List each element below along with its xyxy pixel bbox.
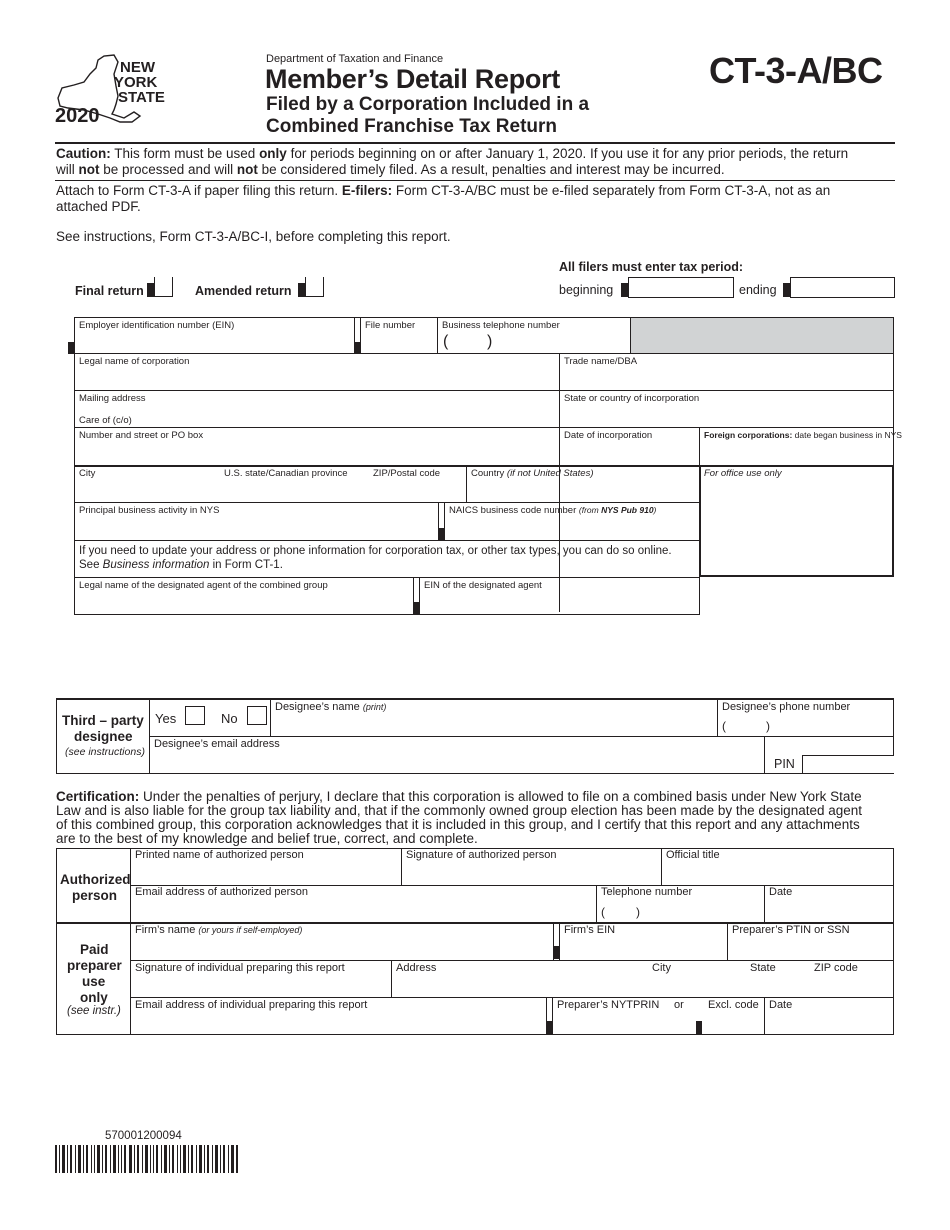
firm-name-input[interactable] (131, 937, 552, 959)
designated-agent-ein-label: EIN of the designated agent (424, 580, 542, 591)
firm-ein-label: Firm’s EIN (564, 924, 616, 936)
firm-name-label: Firm’s name (or yours if self-employed) (135, 924, 303, 936)
authorized-title1: Authorized (60, 872, 131, 887)
amended-return-marker (298, 283, 305, 297)
barcode-number: 570001200094 (105, 1130, 182, 1142)
authorized-email-label: Email address of authorized person (135, 886, 309, 898)
final-return-checkbox[interactable] (154, 277, 173, 297)
beginning-marker (621, 283, 628, 297)
nytprin-marker (546, 1021, 552, 1034)
certification-line3: of this combined group, this corporation acknowledges that it is included in this group, and I certify that this report and any attachments (56, 817, 860, 832)
third-party-title2: designee (74, 729, 133, 744)
phone-paren-close: ) (487, 333, 493, 350)
certification-line4: are to the best of my knowledge and belief true, correct, and complete. (56, 831, 478, 846)
authorized-telephone-input[interactable] (597, 899, 763, 921)
preparer-zip-label: ZIP code (814, 962, 858, 974)
logo-year: 2020 (55, 105, 100, 127)
legal-name-label: Legal name of corporation (79, 356, 190, 367)
preparer-see-instr: (see instr.) (67, 1005, 121, 1017)
nytprin-or-label: or (674, 999, 684, 1011)
designated-agent-ein-input[interactable] (420, 592, 698, 612)
final-return-marker (147, 283, 154, 297)
update-info-line1: If you need to update your address or phone information for corporation tax, or other tax types, you can do so online. (79, 545, 672, 557)
designee-phone-input[interactable] (718, 714, 892, 735)
form-subtitle-line2: Combined Franchise Tax Return (266, 116, 558, 137)
excl-code-input[interactable] (702, 1012, 763, 1033)
final-return-label: Final return (75, 284, 144, 298)
pin-input[interactable] (802, 755, 894, 773)
beginning-date-input[interactable] (628, 277, 734, 298)
certification-line1: Certification: Under the penalties of perjury, I declare that this corporation is allowed to file on a combined basis under New York State (56, 789, 862, 804)
see-instructions: See instructions, Form CT-3-A/BC-I, before completing this report. (56, 229, 451, 244)
department-name: Department of Taxation and Finance (266, 53, 444, 65)
signature-authorized-input[interactable] (402, 862, 660, 884)
mailing-address-label: Mailing address (79, 393, 146, 404)
designee-phone-paren-open: ( (722, 719, 726, 733)
number-street-input[interactable] (75, 442, 558, 464)
trade-name-input[interactable] (560, 368, 892, 389)
office-use-label: For office use only (704, 468, 782, 479)
phone-paren-open: ( (443, 333, 449, 350)
country-label: Country (if not United States) (471, 468, 594, 479)
preparer-date-label: Date (769, 999, 793, 1011)
designee-email-input[interactable] (150, 750, 763, 772)
amended-return-checkbox[interactable] (305, 277, 324, 297)
naics-marker (438, 528, 444, 540)
excl-code-label: Excl. code (708, 999, 759, 1011)
firm-ein-marker (553, 946, 559, 959)
designee-email-label: Designee’s email address (154, 738, 280, 750)
authorized-phone-paren-close: ) (636, 905, 640, 919)
printed-name-label: Printed name of authorized person (135, 849, 304, 861)
preparer-title2: preparer (67, 958, 122, 973)
printed-name-input[interactable] (131, 862, 400, 884)
number-street-label: Number and street or PO box (79, 430, 204, 441)
yes-checkbox[interactable] (185, 706, 205, 725)
preparer-address-input[interactable] (392, 975, 892, 997)
shaded-area (630, 317, 894, 353)
barcode-icon (55, 1145, 239, 1173)
all-filers-label: All filers must enter tax period: (559, 260, 744, 274)
office-use-box (699, 465, 894, 577)
authorized-date-input[interactable] (765, 899, 892, 921)
file-number-input[interactable] (361, 332, 436, 352)
state-country-input[interactable] (560, 405, 892, 426)
preparer-email-input[interactable] (131, 1012, 545, 1033)
naics-input[interactable] (445, 517, 698, 539)
nytprin-input[interactable] (553, 1012, 695, 1033)
no-label: No (221, 711, 238, 726)
caution-line1: Caution: This form must be used only for periods beginning on or after January 1, 2020. If you use it for any prior periods, the return (56, 146, 849, 161)
foreign-corporations-label: Foreign corporations: date began business in NYS (704, 430, 902, 440)
naics-label: NAICS business code number (from NYS Pub 910) (449, 505, 657, 516)
certification-line2: Law and is also liable for the group tax liability and, that if the commonly owned group election has been made by the designated agent (56, 803, 863, 818)
authorized-phone-paren-open: ( (601, 905, 605, 919)
update-info-line2: See Business information in Form CT-1. (79, 559, 283, 571)
attach-line2: attached PDF. (56, 199, 141, 214)
foreign-date-input[interactable] (700, 442, 892, 464)
preparer-city-label: City (652, 962, 671, 974)
authorized-telephone-label: Telephone number (601, 886, 693, 898)
no-checkbox[interactable] (247, 706, 267, 725)
third-party-title1: Third – party (62, 713, 144, 728)
ptin-input[interactable] (728, 937, 892, 959)
designee-phone-paren-close: ) (766, 719, 770, 733)
ptin-label: Preparer’s PTIN or SSN (732, 924, 850, 936)
barcode (55, 1145, 239, 1173)
official-title-input[interactable] (662, 862, 892, 884)
us-state-label: U.S. state/Canadian province (224, 468, 348, 479)
preparer-address-label: Address (396, 962, 437, 974)
beginning-label: beginning (559, 283, 614, 297)
principal-activity-label: Principal business activity in NYS (79, 505, 220, 516)
authorized-date-label: Date (769, 886, 793, 898)
care-of-input[interactable] (75, 404, 558, 426)
form-subtitle-line1: Filed by a Corporation Included in a (266, 94, 590, 115)
form-title: Member’s Detail Report (265, 64, 560, 94)
file-number-label: File number (365, 320, 416, 331)
ending-label: ending (739, 283, 777, 297)
care-of-label: Care of (c/o) (79, 415, 132, 426)
nytprin-label: Preparer’s NYTPRIN (557, 999, 660, 1011)
designee-phone-label: Designee’s phone number (722, 701, 851, 713)
preparer-date-input[interactable] (765, 1012, 892, 1033)
zip-label: ZIP/Postal code (373, 468, 441, 479)
form-number: CT-3-A/BC (709, 50, 883, 91)
yes-label: Yes (155, 711, 177, 726)
preparer-title3: use (82, 974, 106, 989)
date-incorporation-label: Date of incorporation (564, 430, 653, 441)
state-country-label: State or country of incorporation (564, 393, 700, 404)
city-state-zip-input[interactable] (75, 480, 465, 501)
city-label: City (79, 468, 96, 479)
preparer-email-label: Email address of individual preparing this report (135, 999, 368, 1011)
ending-marker (783, 283, 790, 297)
country-input[interactable] (467, 480, 698, 501)
official-title-label: Official title (666, 849, 720, 861)
logo-state: STATE (118, 89, 165, 106)
logo-new: NEW (120, 59, 155, 76)
ending-date-input[interactable] (790, 277, 895, 298)
designee-name-label: Designee’s name (print) (275, 701, 387, 713)
attach-line1: Attach to Form CT-3-A if paper filing this return. E-filers: Form CT-3-A/BC must be e-filed separately from Form CT-3-A, not as an (56, 183, 831, 198)
signature-authorized-label: Signature of authorized person (406, 849, 557, 861)
nys-logo (54, 52, 179, 130)
amended-return-label: Amended return (195, 284, 292, 298)
business-phone-input[interactable] (438, 332, 629, 352)
legal-name-input[interactable] (75, 368, 558, 389)
ein-label: Employer identification number (EIN) (79, 320, 235, 331)
designated-agent-ein-marker (413, 602, 419, 614)
pin-label: PIN (774, 757, 795, 771)
third-party-see-instructions: (see instructions) (65, 746, 145, 758)
preparer-signature-label: Signature of individual preparing this report (135, 962, 345, 974)
preparer-title1: Paid (80, 942, 109, 957)
caution-line2: will not be processed and will not be considered timely filed. As a result, penalties and interest may be incurred. (56, 162, 725, 177)
business-phone-label: Business telephone number (442, 320, 560, 331)
authorized-title2: person (72, 888, 118, 903)
designated-agent-name-input[interactable] (75, 592, 412, 612)
preparer-title4: only (80, 990, 108, 1005)
preparer-signature-input[interactable] (131, 975, 390, 997)
header-rule (55, 142, 895, 144)
designee-name-input[interactable] (271, 714, 716, 735)
logo-york: YORK (114, 74, 158, 91)
principal-activity-input[interactable] (75, 517, 437, 539)
authorized-email-input[interactable] (131, 899, 595, 921)
caution-rule (55, 180, 895, 181)
ein-input[interactable] (75, 332, 353, 352)
designated-agent-name-label: Legal name of the designated agent of the combined group (79, 580, 328, 591)
date-incorporation-input[interactable] (560, 442, 698, 464)
trade-name-label: Trade name/DBA (564, 356, 638, 367)
firm-ein-input[interactable] (560, 937, 726, 959)
preparer-state-label: State (750, 962, 776, 974)
